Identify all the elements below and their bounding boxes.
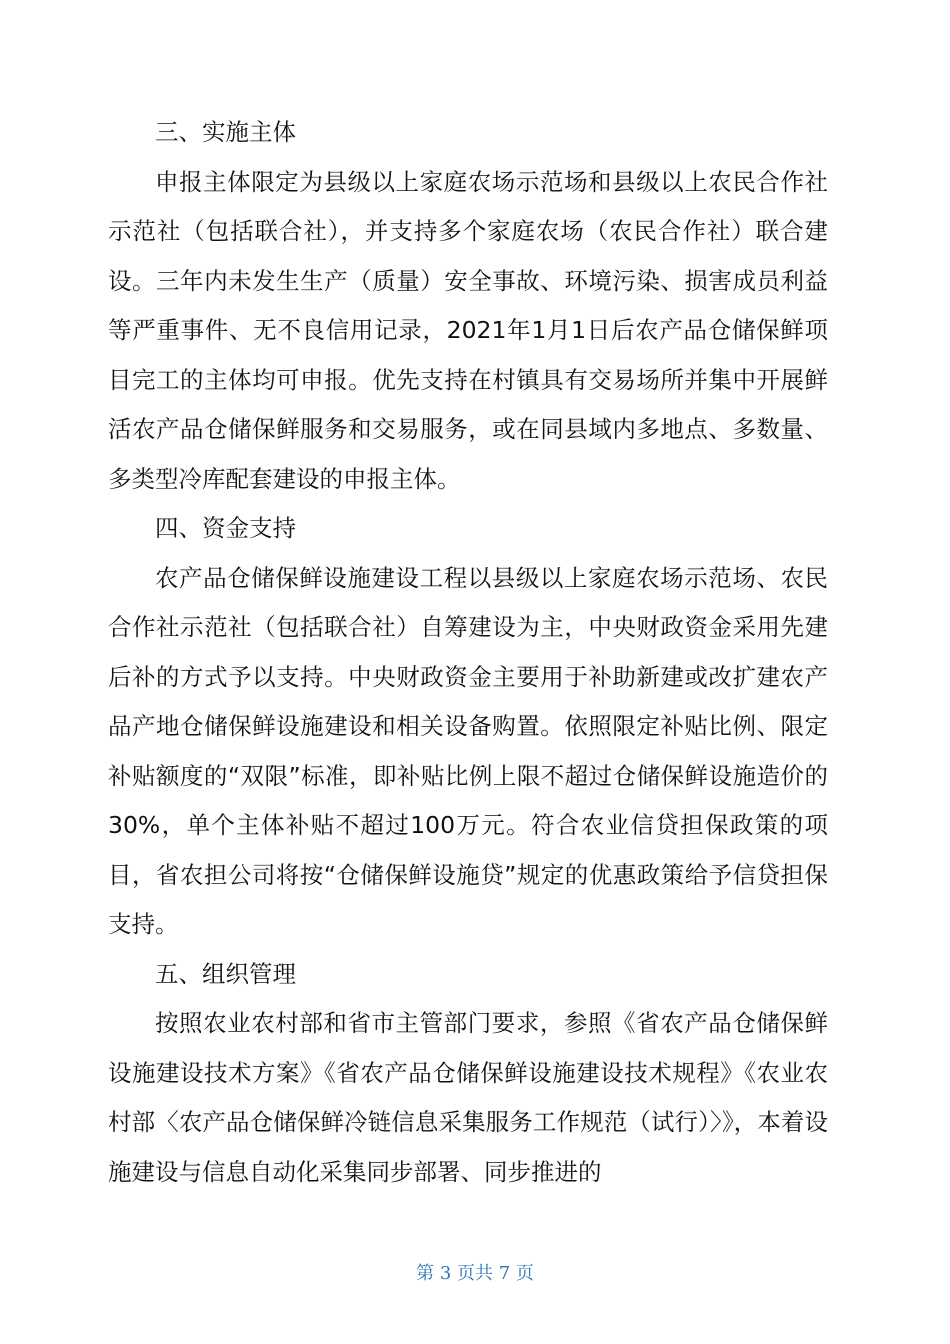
section-heading: 五、组织管理	[155, 959, 296, 988]
section-funding-support	[108, 504, 828, 950]
section-implementation-subject	[108, 108, 828, 504]
section-paragraph: 按照农业农村部和省市主管部门要求，参照《省农产品仓储保鲜设施建设技术方案》《省农产品仓储保鲜设施建设技术规程》《农业农村部〈农产品仓储保鲜冷链信息采集服务工作规范（试行）〉》，本着设施建设与信息自动化采集同步部署、同步推进的	[108, 1009, 828, 1186]
section-paragraph: 农产品仓储保鲜设施建设工程以县级以上家庭农场示范场、农民合作社示范社（包括联合社）自筹建设为主，中央财政资金采用先建后补的方式予以支持。中央财政资金主要用于补助新建或改扩建农产品产地仓储保鲜设施建设和相关设备购置。依照限定补贴比例、限定补贴额度的“双限”标准，即补贴比例上限不超过仓储保鲜设施造价的30%，单个主体补贴不超过100万元。符合农业信贷担保政策的项目，省农担公司将按“仓储保鲜设施贷”规定的优惠政策给予信贷担保支持。	[108, 563, 828, 938]
section-heading: 三、实施主体	[155, 118, 296, 146]
document-body	[108, 108, 828, 1197]
section-heading: 四、资金支持	[155, 514, 296, 542]
page-number-footer: 第 3 页共 7 页	[416, 1263, 534, 1284]
section-paragraph: 申报主体限定为县级以上家庭农场示范场和县级以上农民合作社示范社（包括联合社），并支持多个家庭农场（农民合作社）联合建设。三年内未发生生产（质量）安全事故、环境污染、损害成员利益等严重事件、无不良信用记录，2021年1月1日后农产品仓储保鲜项目完工的主体均可申报。优先支持在村镇具有交易场所并集中开展鲜活农产品仓储保鲜服务和交易服务，或在同县域内多地点、多数量、多类型冷库配套建设的申报主体。	[108, 167, 828, 493]
section-organization-management	[108, 950, 828, 1198]
